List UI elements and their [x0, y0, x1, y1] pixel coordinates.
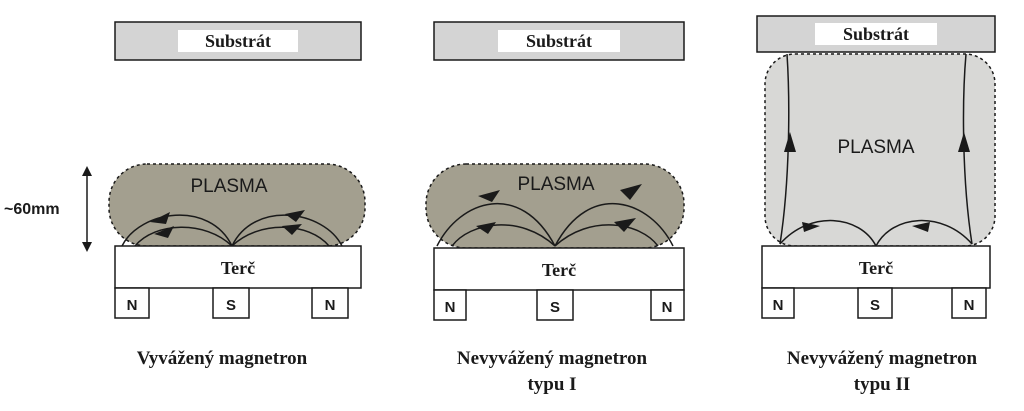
target-label: Terč — [858, 258, 894, 278]
caption-line-1: Vyvážený magnetron — [136, 348, 308, 369]
magnet-label: S — [869, 297, 881, 314]
magnet-label: S — [549, 299, 561, 316]
magnet-label: N — [324, 297, 336, 314]
panel-unbalanced-type-2 — [757, 16, 995, 395]
target-label: Terč — [541, 260, 577, 280]
panel-balanced — [109, 22, 365, 369]
caption-line-1: Nevyvážený magnetron — [786, 348, 978, 369]
target-label: Terč — [220, 258, 256, 278]
scale-arrow-down-icon — [82, 242, 92, 252]
plasma-label: PLASMA — [837, 137, 915, 158]
substrate-label: Substrát — [842, 24, 910, 44]
magnet-label: S — [225, 297, 237, 314]
magnet-label: N — [444, 299, 456, 316]
substrate-label: Substrát — [525, 31, 593, 51]
scale-indicator — [4, 166, 92, 252]
caption-line-1: Nevyvážený magnetron — [456, 348, 648, 369]
caption-line-2: typu I — [527, 374, 577, 395]
substrate-label: Substrát — [204, 31, 272, 51]
magnet-label: N — [772, 297, 784, 314]
plasma-label: PLASMA — [190, 176, 268, 197]
scale-arrow-up-icon — [82, 166, 92, 176]
magnet-label: N — [963, 297, 975, 314]
panel-unbalanced-type-1 — [426, 22, 684, 395]
magnet-label: N — [126, 297, 138, 314]
scale-label: ~60mm — [4, 201, 60, 218]
caption-line-2: typu II — [853, 374, 911, 395]
plasma-label: PLASMA — [517, 174, 595, 195]
magnet-label: N — [661, 299, 673, 316]
